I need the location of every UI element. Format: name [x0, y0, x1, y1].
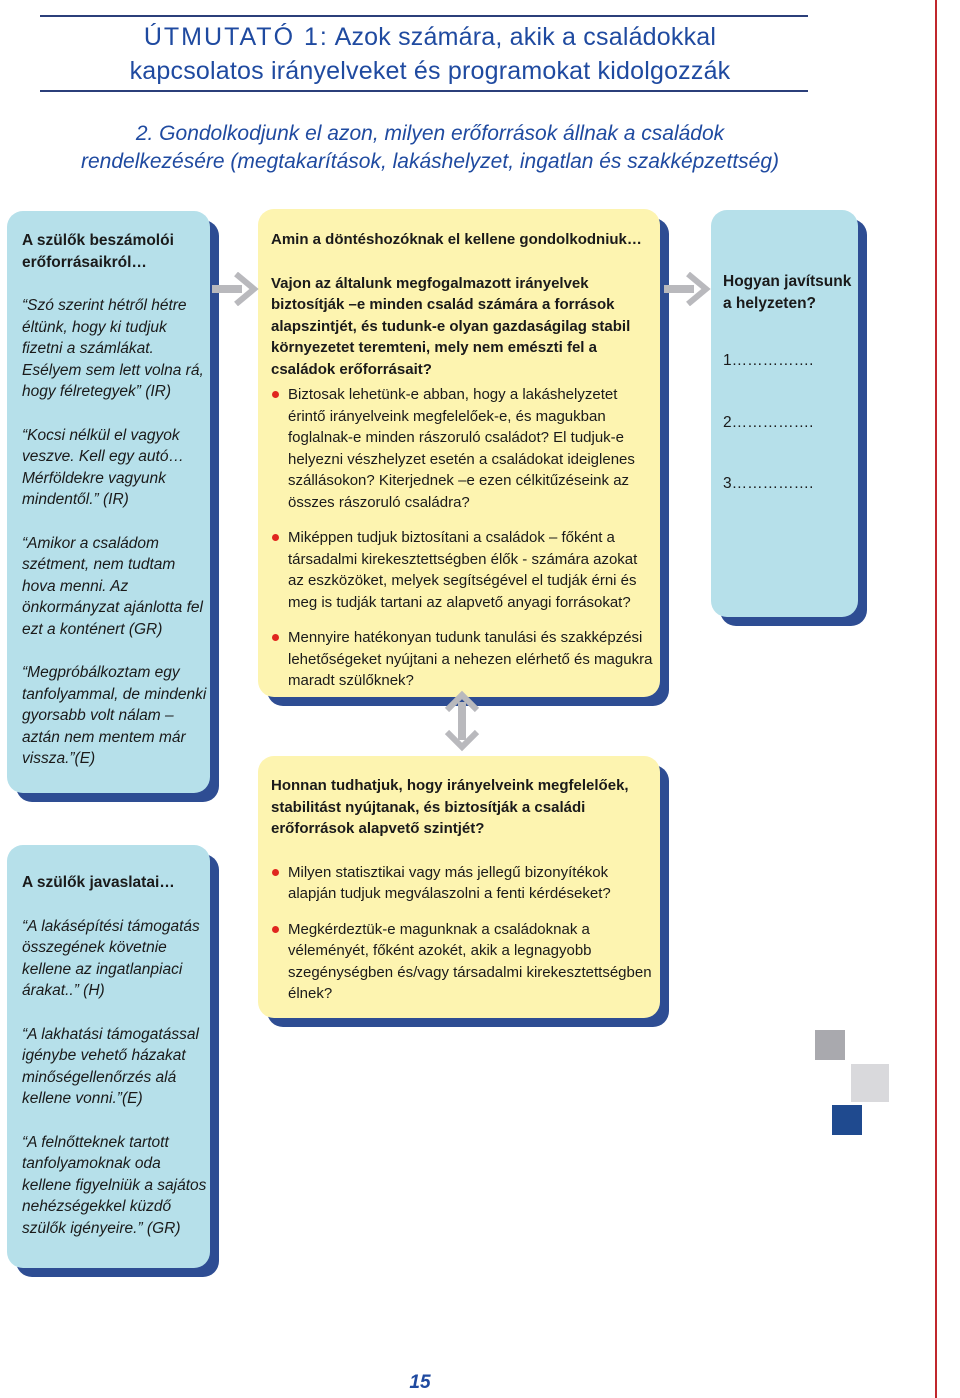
policymakers-questions: [271, 384, 653, 692]
evidence-item: Megkérdeztük-e magunknak a családoknak a véleményét, főként azokét, akik a legnagyobb szegénységben és/vagy társadalmi kirekesztettségben élnek?: [271, 919, 653, 1005]
evidence-heading: Honnan tudhatjuk, hogy irányelveink megfelelőek, stabilitást nyújtanak, és biztosítják a családi erőforrások alapvető szintjét?: [271, 777, 629, 837]
parent-quote: “Szó szerint hétről hétre éltünk, hogy ki tudjuk fizetni a számlákat. Esélyem sem lett volna rá, hogy félretegyek” (IR): [22, 297, 204, 400]
header-top-rule: [40, 15, 808, 17]
parents-resources-heading: A szülők beszámolói erőforrásaikról…: [22, 232, 174, 271]
suggestion-quote: “A lakásépítési támogatás összegének követnie kellene az ingatlanpiaci árakat..” (H): [22, 917, 200, 999]
evidence-questions: [271, 862, 653, 1005]
improvement-item: 2…………….: [723, 413, 814, 431]
policymakers-card: [258, 209, 660, 697]
evidence-item: Milyen statisztikai vagy más jellegű bizonyítékok alapján tudjuk megválaszolni a fenti kérdéseket?: [271, 862, 653, 905]
improvement-item: 3…………….: [723, 475, 814, 492]
policymakers-heading: Amin a döntéshozóknak el kellene gondolkodniuk…: [271, 231, 642, 248]
question-item: Mennyire hatékonyan tudunk tanulási és szakképzési lehetőségeket nyújtani a nehezen elérhető és magukra maradt szülőknek?: [271, 627, 653, 692]
arrow-right-icon: [212, 272, 260, 306]
improvement-item: 1…………….: [723, 352, 814, 369]
title-line2: kapcsolatos irányelveket és programokat kidolgozzák: [129, 57, 731, 85]
page-title: [70, 20, 790, 88]
improvement-heading: Hogyan javítsunk a helyzeten?: [723, 273, 852, 312]
suggestion-quote: “A felnőtteknek tartott tanfolyamoknak oda kellene figyelniük a sajátos nehézségekkel küzdő szülők igényeire.” (GR): [22, 1133, 207, 1237]
question-item: Miképpen tudjuk biztosítani a családok – főként a társadalmi kirekesztettségben élők - számára azokat az eszközöket, melyek segítségével el tudják érni és meg is tudják tartani az alapvető anyagi forrásokat?: [271, 527, 653, 613]
evidence-card: [258, 756, 660, 1018]
page-subtitle: [40, 120, 820, 176]
parents-resources-card: [7, 211, 210, 793]
header-bottom-rule: [40, 90, 808, 92]
page-edge-rule: [935, 0, 937, 1398]
subtitle-line1: 2. Gondolkodjunk el azon, milyen erőforrások állnak a családok: [135, 122, 725, 145]
arrow-right-icon: [664, 272, 712, 306]
decorative-square: [832, 1105, 862, 1135]
title-rest: Azok számára, akik a családokkal: [328, 23, 717, 51]
double-arrow-vertical-icon: [444, 690, 480, 752]
title-lead: ÚTMUTATÓ 1:: [143, 23, 329, 51]
decorative-square: [851, 1064, 889, 1102]
improvement-card: [711, 210, 858, 617]
subtitle-line2: rendelkezésére (megtakarítások, lakáshelyzet, ingatlan és szakképzettség): [80, 150, 780, 173]
parent-quote: “Kocsi nélkül el vagyok veszve. Kell egy autó…Mérföldekre vagyunk mindentől.” (IR): [22, 426, 184, 508]
page-number: 15: [409, 1372, 431, 1393]
question-item: Biztosak lehetünk-e abban, hogy a lakáshelyzetet érintő irányelveink megfelelőek-e, és magukban foglalnak-e minden rászoruló családot? El tudjuk-e helyezni vészhelyzet esetén a családokat ideiglenes szállásokon? Kiterjednek –e ezen célkitűzéseink az összes rászoruló családra?: [271, 384, 653, 513]
parents-suggestions-card: [7, 845, 210, 1268]
suggestion-quote: “A lakhatási támogatással igénybe vehető házakat minőségellenőrzés alá kellene vonni.”(E): [22, 1025, 199, 1107]
parent-quote: “Megpróbálkoztam egy tanfolyammal, de mindenki gyorsabb volt nálam – aztán nem mentem már vissza.”(E): [22, 664, 207, 767]
policymakers-intro: Vajon az általunk megfogalmazott irányelvek biztosítják –e minden család számára a források alapszintjét, és tudunk-e olyan gazdaságilag stabil környezetet teremteni, mely nem emészti fel a családok erőforrásait?: [271, 274, 631, 378]
parents-suggestions-heading: A szülők javaslatai…: [22, 874, 175, 891]
decorative-square: [815, 1030, 845, 1060]
parent-quote: “Amikor a családom szétment, nem tudtam hova menni. Az önkormányzat ajánlotta fel ezt a konténert (GR): [22, 534, 203, 638]
